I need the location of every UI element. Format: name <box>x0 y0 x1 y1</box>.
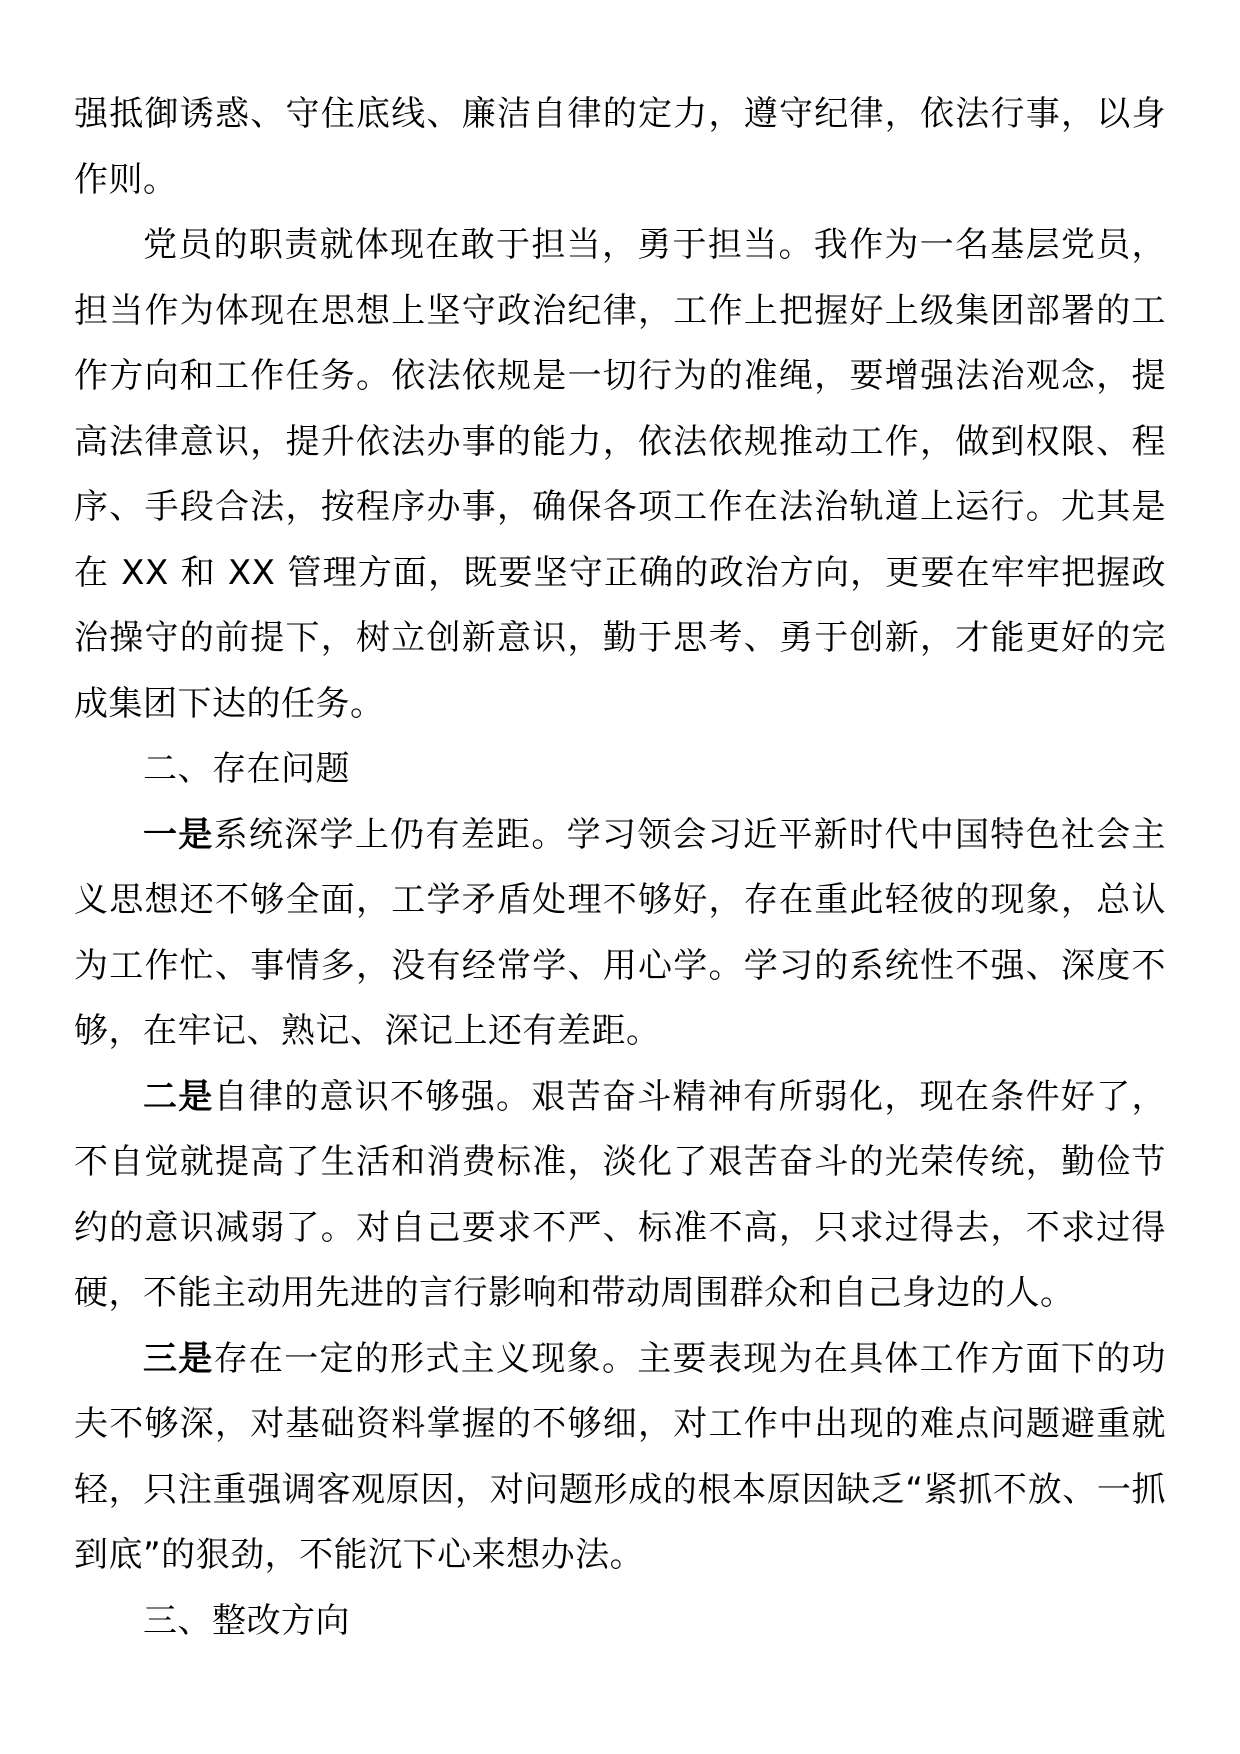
problem-item-2-text: 自律的意识不够强。艰苦奋斗精神有所弱化，现在条件好了，不自觉就提高了生活和消费标准，淡化了艰苦奋斗的光荣传统，勤俭节约的意识减弱了。对自己要求不严、标准不高，只求过得去，不求过得硬，不能主动用先进的言行影响和带动周围群众和自己身边的人。 <box>74 1076 1167 1313</box>
section-heading-rectification: 三、整改方向 <box>143 1600 350 1641</box>
problem-item-3-lead: 三是 <box>143 1338 214 1379</box>
problem-item-1 <box>74 803 1166 1065</box>
problem-item-2 <box>74 1065 1166 1327</box>
section-heading-problems: 二、存在问题 <box>143 749 350 789</box>
problem-item-2-lead: 二是 <box>143 1076 214 1117</box>
problem-item-1-text: 系统深学上仍有差距。学习领会习近平新时代中国特色社会主义思想还不够全面，工学矛盾处理不够好，存在重此轻彼的现象，总认为工作忙、事情多，没有经常学、用心学。学习的系统性不强、深度不够，在牢记、熟记、深记上还有差距。 <box>74 814 1167 1051</box>
document-body <box>74 82 1166 1654</box>
problem-item-3 <box>74 1327 1166 1589</box>
problem-item-3-text: 存在一定的形式主义现象。主要表现为在具体工作方面下的功夫不够深，对基础资料掌握的不够细，对工作中出现的难点问题避重就轻，只注重强调客观原因，对问题形成的根本原因缺乏“紧抓不放、一抓到底”的狠劲，不能沉下心来想办法。 <box>74 1338 1167 1575</box>
problem-item-1-lead: 一是 <box>143 814 214 855</box>
paragraph-continuation: 强抵御诱惑、守住底线、廉洁自律的定力，遵守纪律，依法行事，以身作则。 <box>74 94 1166 200</box>
paragraph-party-duty: 党员的职责就体现在敢于担当，勇于担当。我作为一名基层党员，担当作为体现在思想上坚守政治纪律，工作上把握好上级集团部署的工作方向和工作任务。依法依规是一切行为的准绳，要增强法治观念，提高法律意识，提升依法办事的能力，依法依规推动工作，做到权限、程序、手段合法，按程序办事，确保各项工作在法治轨道上运行。尤其是在 XX 和 XX 管理方面，既要坚守正确的政治方向，更要在牢牢把握政治操守的前提下，树立创新意识，勤于思考、勇于创新，才能更好的完成集团下达的任务。 <box>74 225 1166 724</box>
